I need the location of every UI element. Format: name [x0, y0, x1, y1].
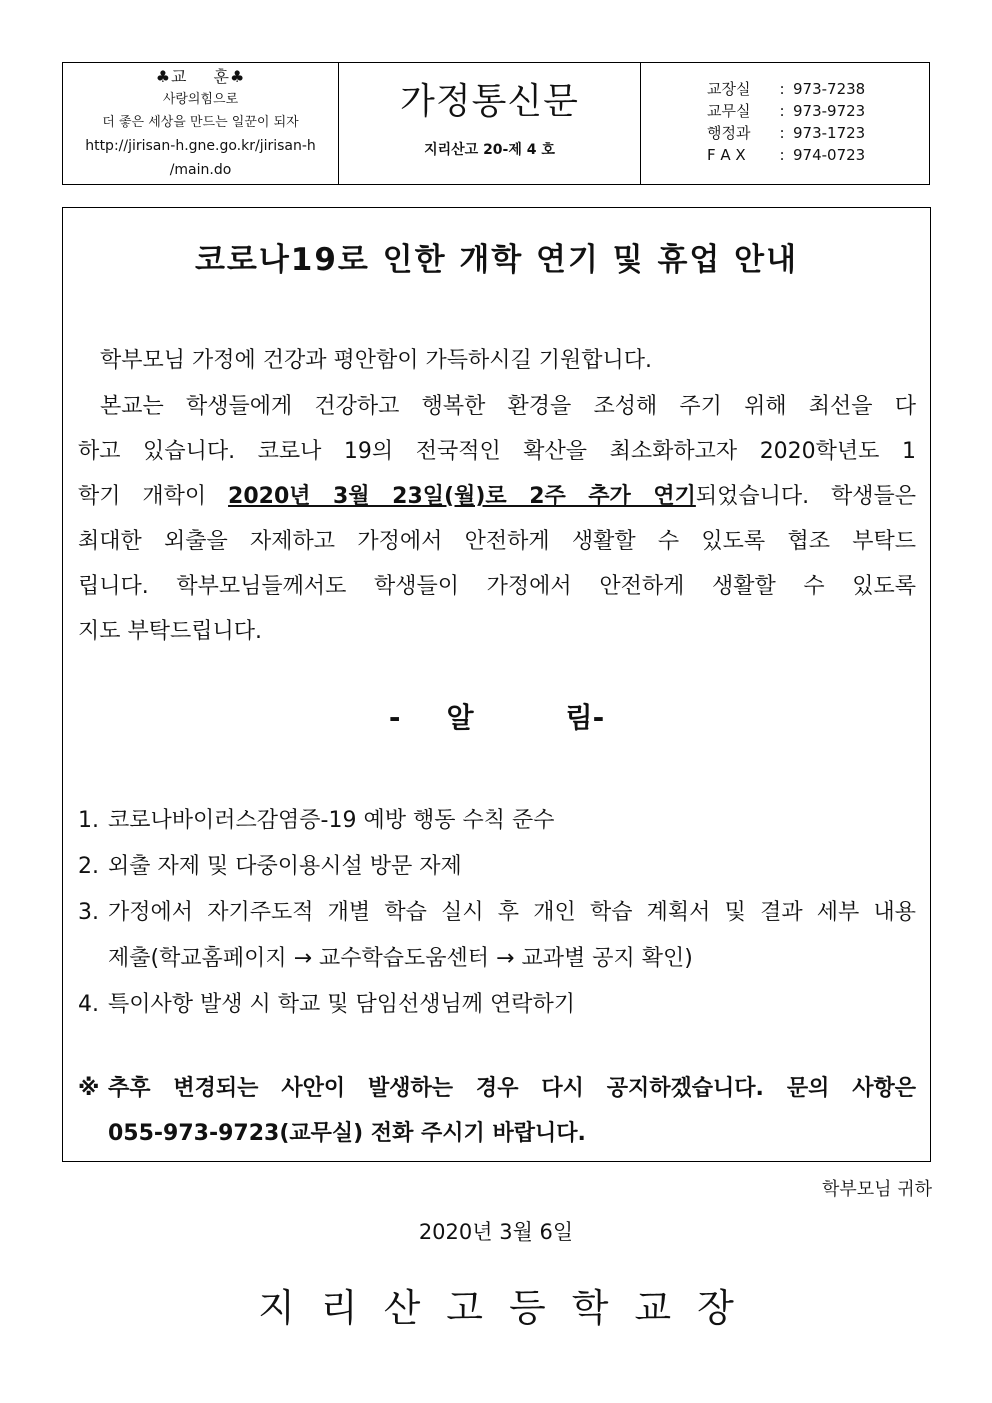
- list-item: 2. 외출 자제 및 다중이용시설 방문 자제: [78, 854, 462, 879]
- contact-row: 교무실 : 973-9723: [707, 102, 866, 120]
- body-paragraph: 본교는 학생들에게 건강하고 행복한 환경을 조성해 주기 위해 최선을 다 하고 있습니다. 코로나 19의 전국적인 확산을 최소화하고자 2020학년도 1 학기 개학이 2020년 3월 23일(월)로 2주 추가 연기되었습니다. 학생들은 최대한 외출을 자제하고 가정에서 안전하게 생활할 수 있도록 협조 부탁드 립니다. 학부모님들께서도 학생들이 가정에서 안전하게 생활할 수 있도록 지도 부탁드립니다.: [78, 394, 917, 644]
- notice-list: [78, 798, 916, 1028]
- list-item: 3. 가정에서 자기주도적 개별 학습 실시 후 개인 학습 계획서 및 결과 세부 내용: [78, 900, 916, 925]
- notice-title: 코로나19로 인한 개학 연기 및 휴업 안내: [194, 242, 799, 278]
- greeting-paragraph: 학부모님 가정에 건강과 평안함이 가득하시길 기원합니다.: [100, 348, 653, 373]
- school-motto-cell: [63, 63, 339, 184]
- club-icon: ♣: [155, 67, 172, 86]
- school-principal: 지리산고등학교장: [258, 1286, 760, 1330]
- postponement-highlight: 2020년 3월 23일(월)로 2주 추가 연기: [228, 484, 696, 509]
- contact-row: F A X : 974-0723: [707, 146, 866, 164]
- list-item: 1. 코로나바이러스감염증-19 예방 행동 수칙 준수: [78, 808, 555, 833]
- motto-heading: ♣교 훈♣: [155, 67, 246, 86]
- motto-line-2: 더 좋은 세상을 만드는 일꾼이 되자: [102, 115, 299, 130]
- list-item: 4. 특이사항 발생 시 학교 및 담임선생님께 연락하기: [78, 992, 576, 1017]
- contact-cell: [641, 63, 929, 184]
- contact-row: 행정과 : 973-1723: [707, 124, 866, 142]
- issue-date: 2020년 3월 6일: [418, 1220, 574, 1244]
- newsletter-title: 가정통신문: [400, 81, 579, 122]
- reference-mark-icon: ※: [78, 1076, 100, 1101]
- contact-remark: ※ 추후 변경되는 사안이 발생하는 경우 다시 공지하겠습니다. 문의 사항은 055-973-9723(교무실) 전화 주시기 바랍니다.: [78, 1066, 916, 1156]
- contact-row: 교장실 : 973-7238: [707, 80, 866, 98]
- school-url: http://jirisan-h.gne.go.kr/jirisan-h /main.do: [85, 138, 316, 178]
- issue-number: 지리산고 20-제 4 호: [424, 142, 555, 158]
- notice-heading: - 알 림-: [388, 701, 605, 734]
- notice-box: [62, 207, 931, 1162]
- newsletter-header: [62, 62, 930, 185]
- motto-line-1: 사랑의힘으로: [162, 92, 239, 107]
- list-item-continuation: 제출(학교홈페이지 → 교수학습도움센터 → 교과별 공지 확인): [108, 946, 693, 971]
- club-icon: ♣: [229, 67, 246, 86]
- newsletter-title-cell: [339, 63, 641, 184]
- recipient: 학부모님 귀하: [821, 1179, 932, 1200]
